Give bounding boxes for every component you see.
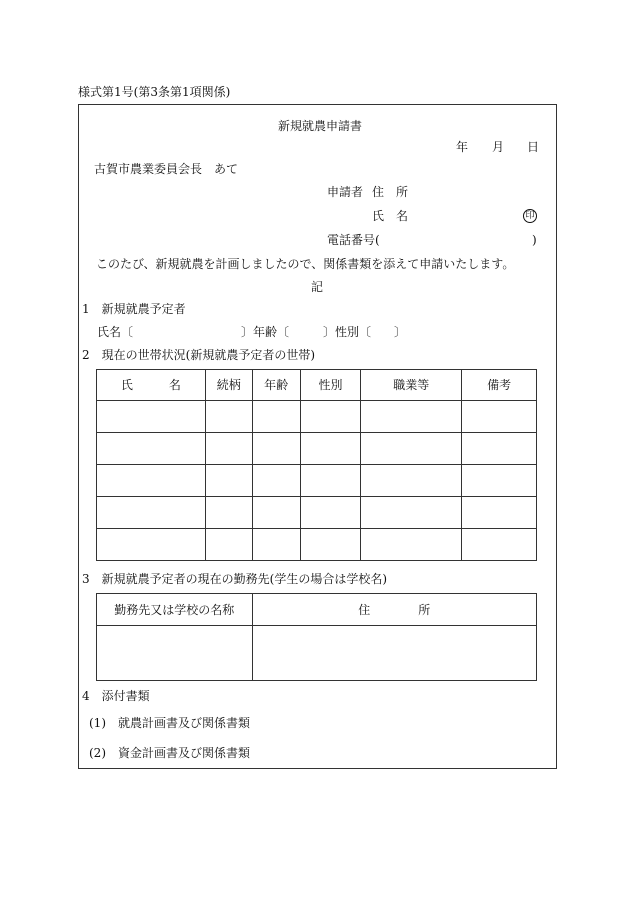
table-cell[interactable]	[361, 497, 462, 529]
age-field-label: 〕年齢〔	[241, 325, 290, 339]
applicant-role: 申請者	[327, 185, 364, 199]
column-header-address: 住 所	[252, 594, 536, 626]
table-cell[interactable]	[252, 465, 300, 497]
table-cell[interactable]	[97, 433, 206, 465]
table-cell[interactable]	[300, 497, 361, 529]
table-cell[interactable]	[361, 401, 462, 433]
table-cell[interactable]	[361, 433, 462, 465]
table-row	[97, 401, 537, 433]
table-cell[interactable]	[205, 433, 252, 465]
attachment-item: (2) 資金計画書及び関係書類	[89, 746, 250, 760]
table-cell[interactable]	[252, 529, 300, 561]
table-cell[interactable]	[205, 529, 252, 561]
column-header-sex: 性別	[300, 370, 361, 401]
column-header-occupation: 職業等	[361, 370, 462, 401]
table-row	[97, 529, 537, 561]
table-cell[interactable]	[462, 433, 537, 465]
addressee: 古賀市農業委員会長 あて	[94, 162, 239, 176]
sex-field-label: 〕性別〔	[323, 325, 372, 339]
table-cell[interactable]	[97, 529, 206, 561]
date-month-label: 月	[492, 140, 505, 154]
table-cell[interactable]	[300, 465, 361, 497]
table-cell[interactable]	[300, 529, 361, 561]
table-cell[interactable]	[361, 529, 462, 561]
date-day-label: 日	[527, 140, 540, 154]
column-header-remarks: 備考	[462, 370, 537, 401]
section4-heading: 4 添付書類	[82, 689, 150, 703]
table-cell[interactable]	[205, 497, 252, 529]
table-cell[interactable]	[252, 497, 300, 529]
attachment-item: (1) 就農計画書及び関係書類	[89, 716, 250, 730]
table-cell[interactable]	[462, 529, 537, 561]
column-header-workplace: 勤務先又は学校の名称	[97, 594, 253, 626]
phone-label: 電話番号(	[327, 233, 380, 247]
intro-text: このたび、新規就農を計画しましたので、関係書類を添えて申請いたします。	[96, 257, 515, 271]
column-header-age: 年齢	[252, 370, 300, 401]
document-title: 新規就農申請書	[278, 119, 363, 133]
seal-mark	[523, 208, 537, 223]
date-year-label: 年	[456, 140, 469, 154]
workplace-table	[96, 593, 537, 681]
seal-icon: 印	[523, 209, 537, 223]
section3-heading: 3 新規就農予定者の現在の勤務先(学生の場合は学校名)	[82, 572, 388, 586]
section1-heading: 1 新規就農予定者	[82, 302, 186, 316]
table-row	[97, 626, 537, 681]
table-cell[interactable]	[97, 465, 206, 497]
form-label: 様式第1号(第3条第1項関係)	[78, 85, 231, 99]
name-field-label: 氏名〔	[97, 325, 134, 339]
table-cell[interactable]	[462, 497, 537, 529]
table-cell[interactable]	[462, 401, 537, 433]
table-cell[interactable]	[252, 433, 300, 465]
table-cell[interactable]	[97, 497, 206, 529]
table-cell[interactable]	[97, 401, 206, 433]
table-row	[97, 497, 537, 529]
table-header-row	[97, 370, 537, 401]
table-row	[97, 465, 537, 497]
household-table	[96, 369, 537, 561]
column-header-relation: 続柄	[205, 370, 252, 401]
ki-label: 記	[311, 280, 324, 294]
table-cell[interactable]	[300, 401, 361, 433]
phone-close: )	[532, 233, 537, 247]
table-cell[interactable]	[300, 433, 361, 465]
sex-field-close: 〕	[394, 325, 407, 339]
table-cell[interactable]	[252, 401, 300, 433]
section2-heading: 2 現在の世帯状況(新規就農予定者の世帯)	[82, 348, 315, 362]
name-label: 氏 名	[372, 209, 409, 223]
table-cell[interactable]	[97, 626, 253, 681]
table-row	[97, 433, 537, 465]
address-label: 住 所	[372, 185, 409, 199]
table-cell[interactable]	[205, 465, 252, 497]
table-cell[interactable]	[361, 465, 462, 497]
table-header-row	[97, 594, 537, 626]
table-cell[interactable]	[252, 626, 536, 681]
column-header-name: 氏 名	[97, 370, 206, 401]
table-cell[interactable]	[462, 465, 537, 497]
table-cell[interactable]	[205, 401, 252, 433]
